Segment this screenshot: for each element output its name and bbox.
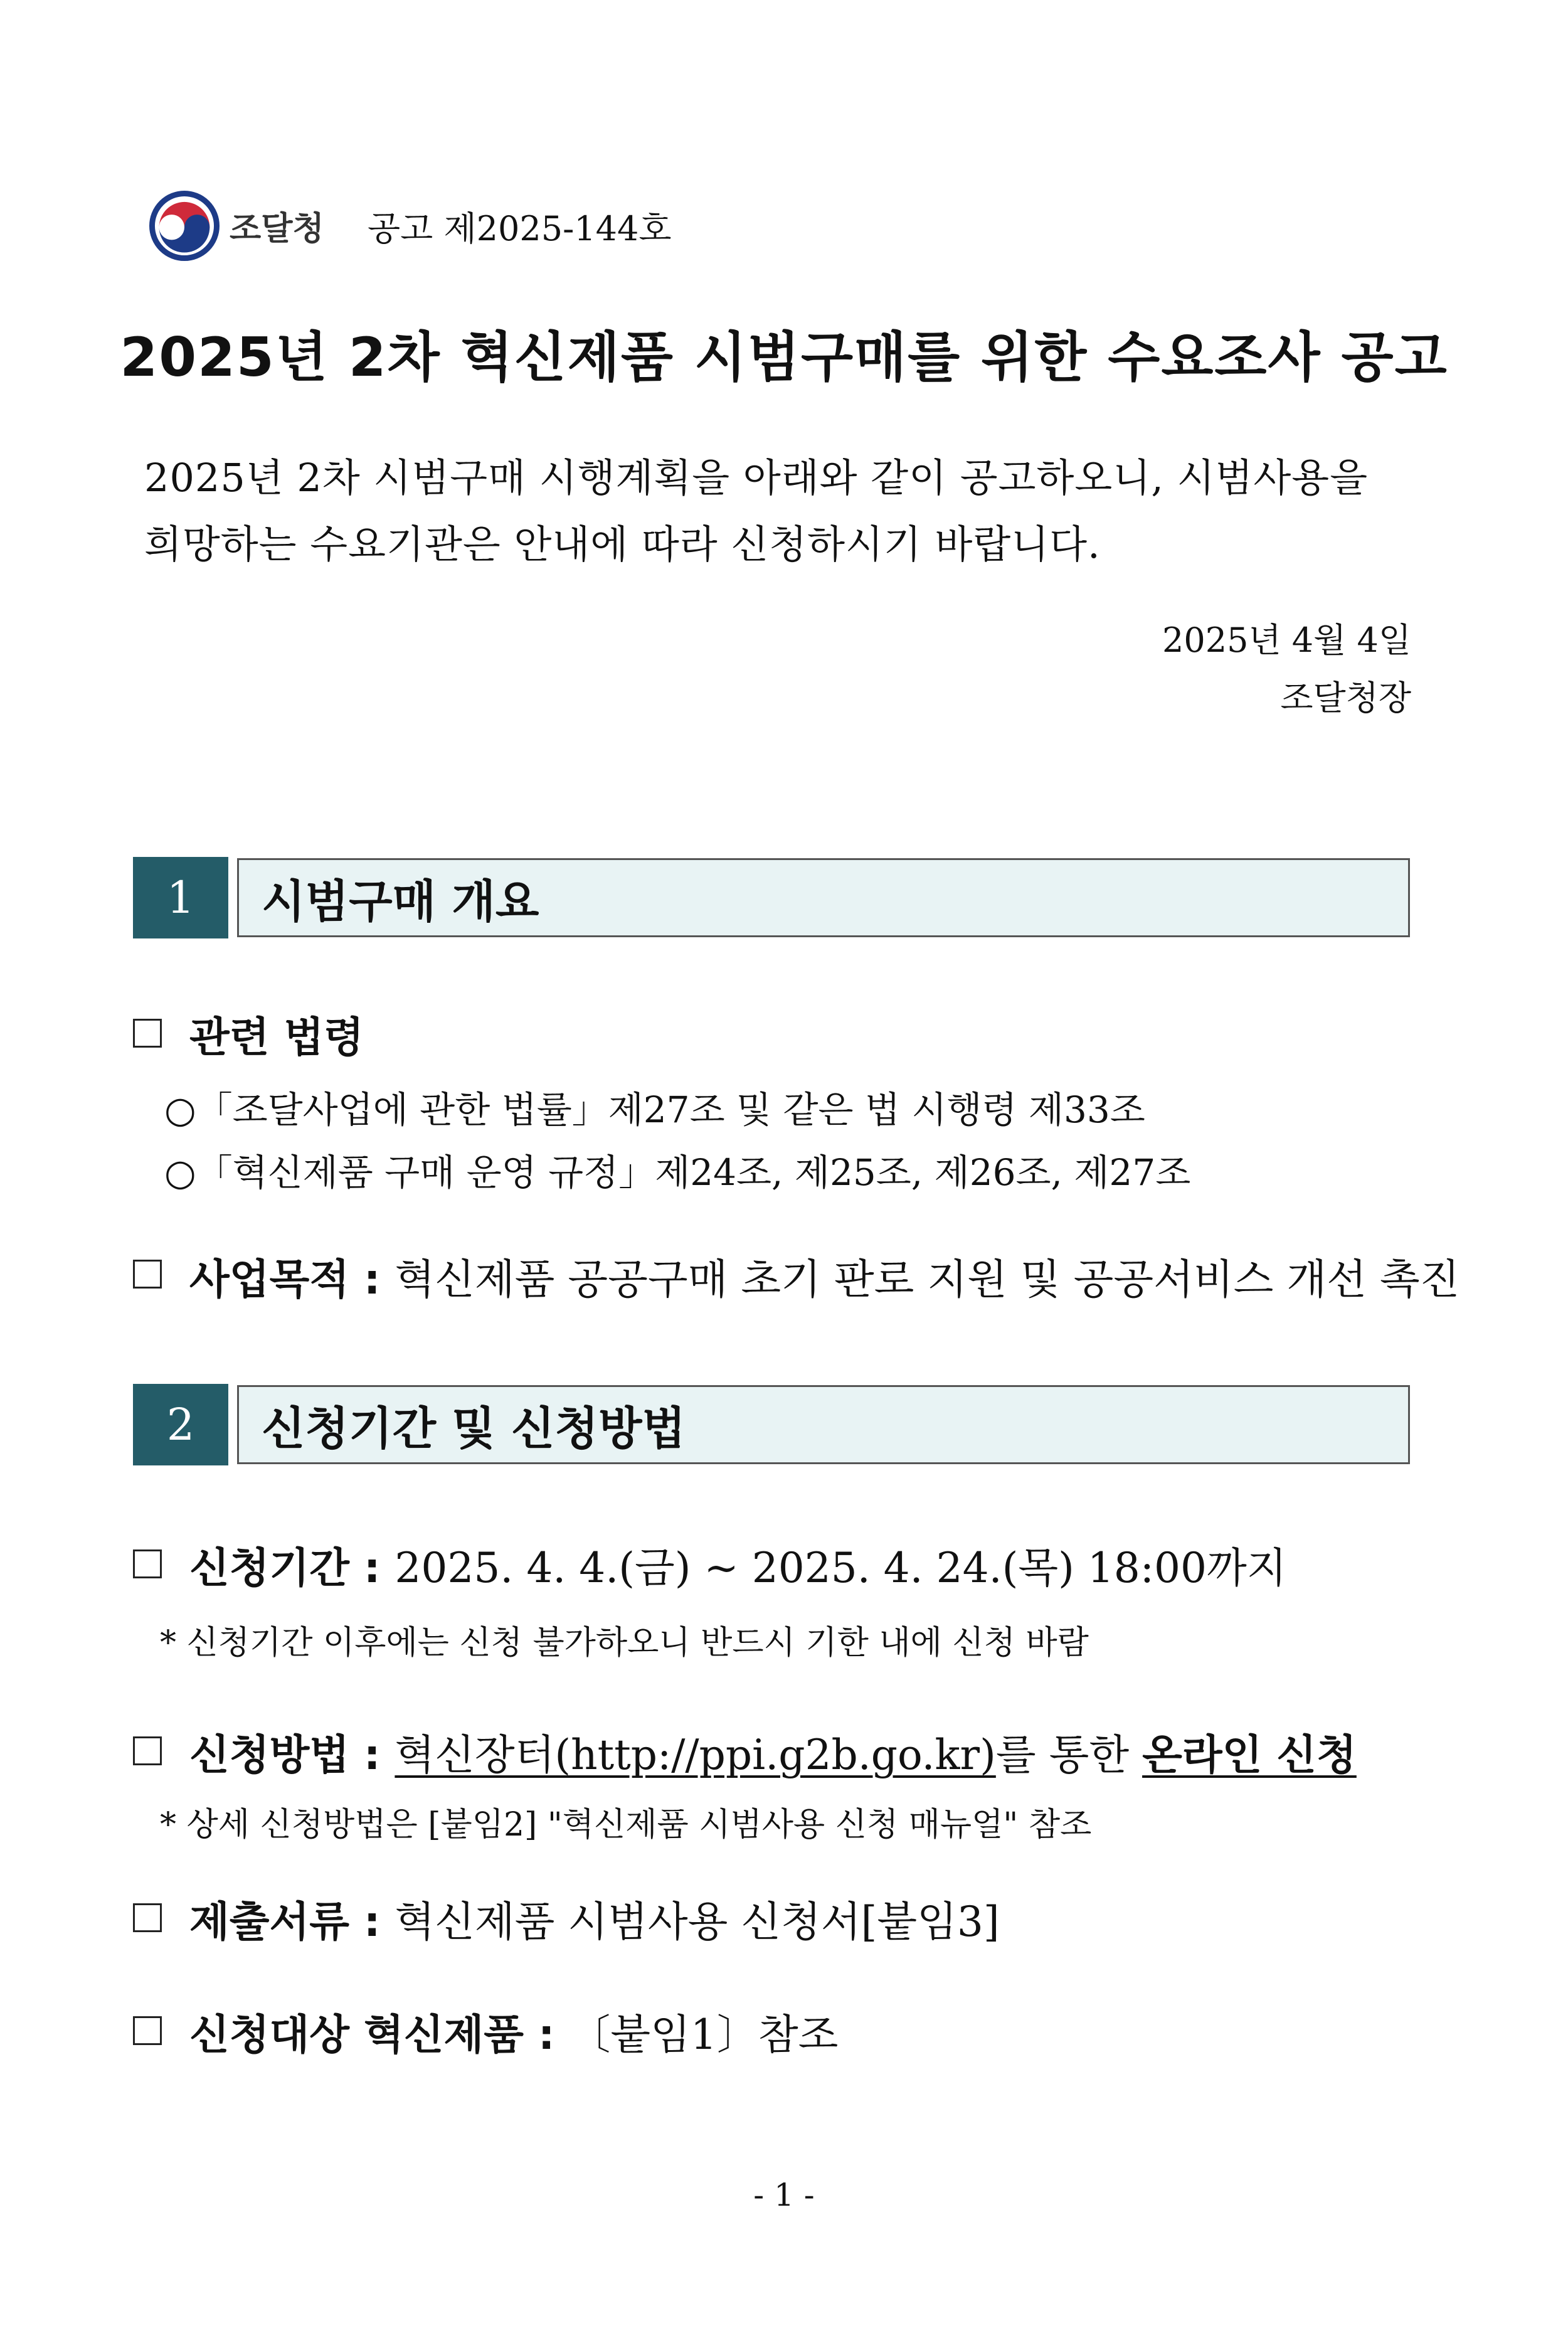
law-item-2: ○「혁신제품 구매 운영 규정」제24조, 제25조, 제26조, 제27조 — [164, 1151, 1191, 1194]
checkbox-purpose — [133, 1260, 162, 1289]
online-apply-emphasis: 온라인 신청 — [1142, 1731, 1357, 1779]
checkbox-docs — [133, 1903, 162, 1932]
period-note: * 신청기간 이후에는 신청 불가하오니 반드시 기한 내에 신청 바람 — [160, 1624, 1089, 1662]
taegeuk-logo — [149, 191, 220, 261]
signer: 조달청장 — [1280, 678, 1411, 718]
checkbox-method — [133, 1736, 162, 1765]
section-1-title: 시범구매 개요 — [237, 858, 1410, 937]
intro-line-2: 희망하는 수요기관은 안내에 따라 신청하시기 바랍니다. — [144, 521, 1101, 567]
method-note: * 상세 신청방법은 [붙임2] "혁신제품 시범사용 신청 매뉴얼" 참조 — [160, 1806, 1092, 1844]
period-row: 신청기간 : 2025. 4. 4.(금) ~ 2025. 4. 24.(목) 18:00까지 — [189, 1544, 1287, 1592]
purpose-row: 사업목적 : 혁신제품 공공구매 초기 판로 지원 및 공공서비스 개선 촉진 — [189, 1255, 1460, 1304]
checkbox-target — [133, 2016, 162, 2045]
method-row: 신청방법 : 혁신장터(http://ppi.g2b.go.kr)를 통한 온라인 신청 — [189, 1731, 1357, 1779]
section-2-title: 신청기간 및 신청방법 — [237, 1385, 1410, 1464]
checkbox-period — [133, 1549, 162, 1578]
section-2-number: 2 — [133, 1384, 228, 1465]
ppi-link[interactable]: 혁신장터(http://ppi.g2b.go.kr) — [395, 1731, 996, 1779]
org-name: 조달청 — [230, 210, 324, 248]
checkbox-laws — [133, 1019, 162, 1048]
notice-date: 2025년 4월 4일 — [1162, 620, 1411, 660]
page-number: - 1 - — [753, 2177, 815, 2213]
section-1-number: 1 — [133, 857, 228, 938]
laws-label: 관련 법령 — [189, 1013, 364, 1061]
target-row: 신청대상 혁신제품 : 〔붙임1〕참조 — [189, 2011, 839, 2059]
notice-number: 공고 제2025-144호 — [368, 209, 672, 248]
intro-line-1: 2025년 2차 시범구매 시행계획을 아래와 같이 공고하오니, 시범사용을 — [144, 455, 1369, 501]
document-title: 2025년 2차 혁신제품 시범구매를 위한 수요조사 공고 — [120, 326, 1448, 389]
law-item-1: ○「조달사업에 관한 법률」제27조 및 같은 법 시행령 제33조 — [164, 1088, 1145, 1131]
docs-row: 제출서류 : 혁신제품 시범사용 신청서[붙임3] — [189, 1898, 1000, 1946]
